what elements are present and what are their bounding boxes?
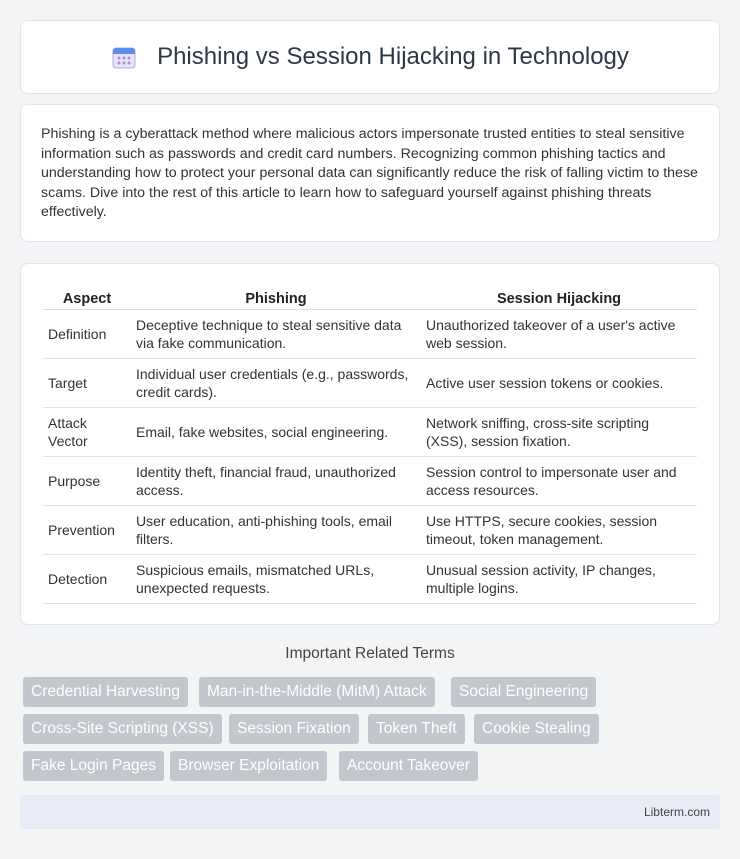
tag-xss[interactable]: Cross-Site Scripting (XSS) (23, 714, 222, 744)
row-session-hijacking: Network sniffing, cross-site scripting (XSS), session fixation. (421, 408, 697, 457)
comparison-table (43, 284, 697, 604)
footer (20, 795, 720, 829)
row-phishing: Individual user credentials (e.g., passwords, credit cards). (131, 359, 421, 408)
row-aspect: Attack Vector (43, 408, 131, 457)
row-aspect: Purpose (43, 457, 131, 506)
row-aspect: Definition (43, 310, 131, 359)
calendar-icon (111, 44, 137, 70)
tag-fake-login-pages[interactable]: Fake Login Pages (23, 751, 164, 781)
table-row (43, 506, 697, 555)
row-phishing: Suspicious emails, mismatched URLs, unexpected requests. (131, 555, 421, 604)
row-aspect: Detection (43, 555, 131, 604)
tag-session-fixation[interactable]: Session Fixation (229, 714, 359, 744)
table-row (43, 555, 697, 604)
title-card (20, 20, 720, 94)
intro-text: Phishing is a cyberattack method where malicious actors impersonate trusted entities to steal sensitive information such as passwords and credit card numbers. Recognizing common phishing tactics and understanding how to protect your personal data can significantly reduce the risk of falling victim to these scams. Dive into the rest of this article to learn how to safeguard yourself against phishing threats effectively. (41, 126, 698, 220)
row-session-hijacking: Use HTTPS, secure cookies, session timeout, token management. (421, 506, 697, 555)
intro-card (20, 104, 720, 242)
row-session-hijacking: Session control to impersonate user and access resources. (421, 457, 697, 506)
page-title: Phishing vs Session Hijacking in Technology (157, 43, 629, 70)
row-session-hijacking: Active user session tokens or cookies. (421, 359, 697, 408)
header-phishing: Phishing (131, 284, 421, 310)
tag-credential-harvesting[interactable]: Credential Harvesting (23, 677, 188, 707)
row-phishing: Email, fake websites, social engineering. (131, 408, 421, 457)
table-row (43, 310, 697, 359)
tag-token-theft[interactable]: Token Theft (368, 714, 465, 744)
tag-browser-exploitation[interactable]: Browser Exploitation (170, 751, 327, 781)
table-header-row (43, 284, 697, 310)
tag-social-engineering[interactable]: Social Engineering (451, 677, 596, 707)
row-aspect: Target (43, 359, 131, 408)
table-row (43, 408, 697, 457)
related-terms-title: Important Related Terms (285, 645, 455, 662)
row-session-hijacking: Unusual session activity, IP changes, multiple logins. (421, 555, 697, 604)
tag-cookie-stealing[interactable]: Cookie Stealing (474, 714, 599, 744)
footer-link[interactable]: Libterm.com (643, 805, 710, 819)
row-phishing: Identity theft, financial fraud, unauthorized access. (131, 457, 421, 506)
tag-account-takeover[interactable]: Account Takeover (339, 751, 478, 781)
header-aspect: Aspect (43, 284, 131, 310)
row-phishing: Deceptive technique to steal sensitive data via fake communication. (131, 310, 421, 359)
comparison-table-card (20, 263, 720, 625)
header-session-hijacking: Session Hijacking (421, 284, 697, 310)
table-row (43, 457, 697, 506)
table-row (43, 359, 697, 408)
tag-mitm-attack[interactable]: Man-in-the-Middle (MitM) Attack (199, 677, 435, 707)
row-session-hijacking: Unauthorized takeover of a user's active web session. (421, 310, 697, 359)
row-aspect: Prevention (43, 506, 131, 555)
row-phishing: User education, anti-phishing tools, email filters. (131, 506, 421, 555)
